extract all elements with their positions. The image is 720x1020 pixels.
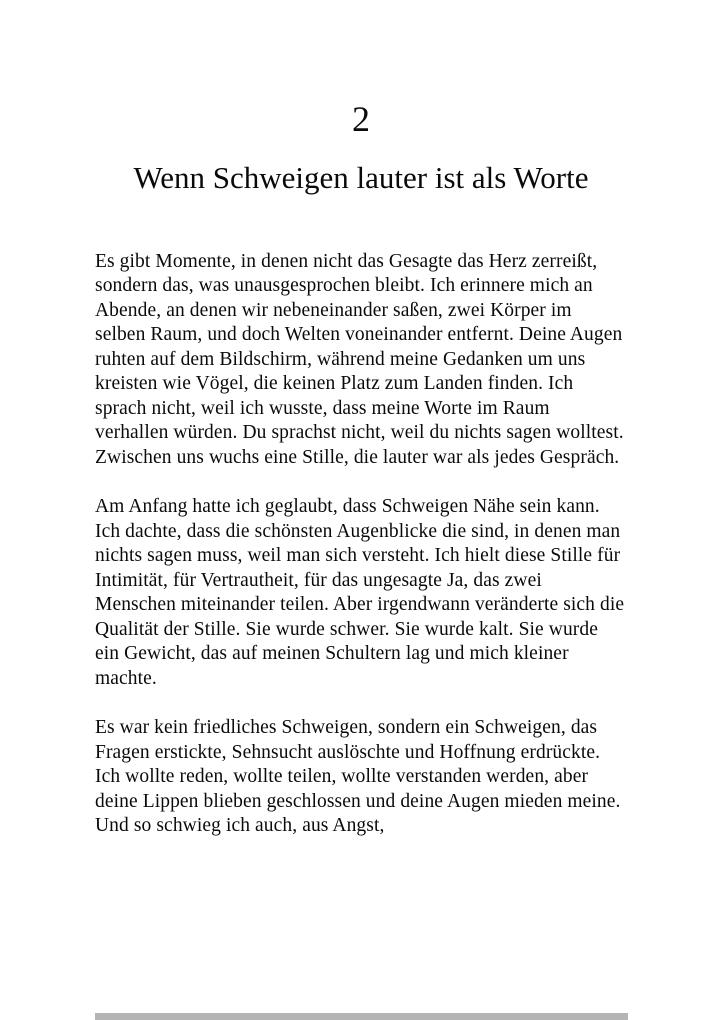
chapter-body bbox=[95, 202, 627, 839]
page-content bbox=[95, 0, 627, 864]
paragraph: Es gibt Momente, in denen nicht das Gesagte das Herz zerreißt, sondern das, was unausgesprochen bleibt. Ich erinnere mich an Abende, an denen wir nebeneinander saßen, zwei Körper im selben Raum, und doch Welten voneinander entfernt. Deine Augen ruhten auf dem Bildschirm, während meine Gedanken um uns kreisten wie Vögel, die keinen Platz zum Landen finden. Ich sprach nicht, weil ich wusste, dass meine Worte im Raum verhallen würden. Du sprachst nicht, weil du nichts sagen wolltest. Zwischen uns wuchs eine Stille, die lauter war als jedes Gespräch. bbox=[95, 250, 624, 468]
chapter-title: Wenn Schweigen lauter ist als Worte bbox=[133, 160, 589, 196]
chapter-number: 2 bbox=[352, 99, 370, 139]
page-bottom-divider bbox=[95, 1013, 628, 1020]
paragraph: Es war kein friedliches Schweigen, sondern ein Schweigen, das Fragen erstickte, Sehnsucht auslöschte und Hoffnung erdrückte. Ich wollte reden, wollte teilen, wollte verstanden werden, aber deine Lippen blieben geschlossen und deine Augen mieden meine. Und so schwieg ich auch, aus Angst, bbox=[95, 717, 621, 837]
paragraph: Am Anfang hatte ich geglaubt, dass Schweigen Nähe sein kann. Ich dachte, dass die schönsten Augenblicke die sind, in denen man nichts sagen muss, weil man sich versteht. Ich hielt diese Stille für Intimität, für Vertrautheit, für das ungesagte Ja, das zwei Menschen miteinander teilen. Aber irgendwann veränderte sich die Qualität der Stille. Sie wurde schwer. Sie wurde kalt. Sie wurde ein Gewicht, das auf meinen Schultern lag und mich kleiner machte. bbox=[95, 496, 625, 689]
